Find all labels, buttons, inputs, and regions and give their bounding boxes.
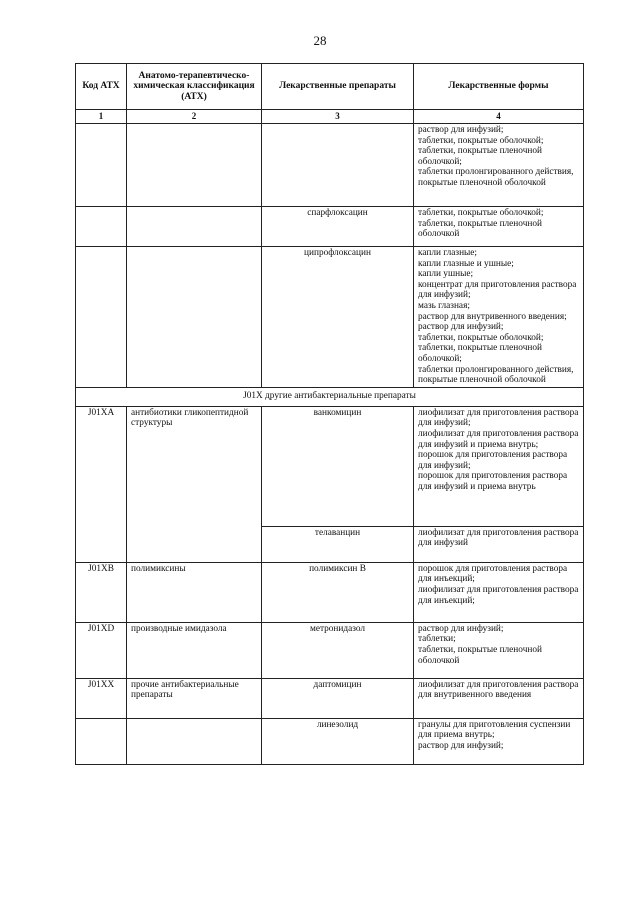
forms-cell xyxy=(414,526,584,562)
form-item: мазь глазная; xyxy=(418,300,470,311)
drug-cell: ванкомицин xyxy=(262,406,414,526)
forms-cell xyxy=(414,207,584,247)
classification-cell xyxy=(127,124,262,207)
form-item: покрытые пленочной оболочкой xyxy=(418,177,546,188)
forms-cell xyxy=(414,406,584,526)
form-item: лиофилизат для приготовления раствора для инфузий xyxy=(418,527,579,549)
column-number: 3 xyxy=(262,110,414,124)
section-row xyxy=(76,387,584,406)
form-item: лиофилизат для приготовления раствора для внутривенного введения xyxy=(418,679,579,701)
forms-cell xyxy=(414,718,584,764)
table-header-row xyxy=(76,64,584,110)
table-row xyxy=(76,718,584,764)
page-number: 28 xyxy=(313,33,327,48)
column-number: 2 xyxy=(127,110,262,124)
drug-table xyxy=(75,63,584,765)
header-forms: Лекарственные формы xyxy=(414,64,584,110)
form-item: лиофилизат для приготовления раствора для инъекций; xyxy=(418,584,579,606)
classification-cell xyxy=(127,207,262,247)
column-number: 4 xyxy=(414,110,584,124)
table-row xyxy=(76,207,584,247)
form-item: таблетки пролонгированного действия, покрытые пленочной оболочкой xyxy=(418,364,574,386)
drug-cell: линезолид xyxy=(262,718,414,764)
drug-cell xyxy=(262,124,414,207)
code-cell: J01XB xyxy=(76,562,127,622)
header-drugs: Лекарственные препараты xyxy=(262,64,414,110)
form-item: концентрат для приготовления раствора для инфузий; xyxy=(418,279,577,301)
header-classification: Анатомо-терапевтическо-химическая классификация (АТХ) xyxy=(127,64,262,110)
table-row xyxy=(76,678,584,718)
form-item: порошок для приготовления раствора для инъекций; xyxy=(418,563,568,585)
forms-cell xyxy=(414,678,584,718)
form-item: таблетки, покрытые пленочной оболочкой; xyxy=(418,146,542,167)
drug-cell: метронидазол xyxy=(262,622,414,678)
form-item: капли глазные; xyxy=(418,248,478,258)
form-item: таблетки, покрытые пленочной оболочкой xyxy=(418,644,542,666)
header-code: Код АТХ xyxy=(76,64,127,110)
classification-cell: производные имидазола xyxy=(127,622,262,678)
code-cell: J01XA xyxy=(76,406,127,562)
form-item: раствор для инфузий; xyxy=(418,322,504,333)
drug-cell: спарфлоксацин xyxy=(262,207,414,247)
forms-cell xyxy=(414,562,584,622)
classification-cell xyxy=(127,718,262,764)
drug-cell: ципрофлоксацин xyxy=(262,247,414,388)
drug-cell: телаванцин xyxy=(262,526,414,562)
form-item: порошок для приготовления раствора для инфузий и приема внутрь xyxy=(418,471,568,492)
form-item: раствор для внутривенного введения; xyxy=(418,311,567,322)
form-item: капли ушные; xyxy=(418,269,474,280)
forms-cell xyxy=(414,247,584,388)
table-row xyxy=(76,124,584,207)
code-cell xyxy=(76,207,127,247)
form-item: раствор для инфузий; xyxy=(418,740,504,751)
drug-cell: даптомицин xyxy=(262,678,414,718)
table-row xyxy=(76,622,584,678)
form-item: раствор для инфузий; xyxy=(418,623,504,634)
table-row xyxy=(76,247,584,388)
form-item: раствор для инфузий; xyxy=(418,125,504,135)
column-number-row xyxy=(76,110,584,124)
form-item: таблетки, покрытые оболочкой; xyxy=(418,208,544,218)
table-row xyxy=(76,406,584,526)
forms-cell xyxy=(414,622,584,678)
form-item: таблетки, покрытые оболочкой; xyxy=(418,135,544,146)
classification-cell: антибиотики гликопептидной структуры xyxy=(127,406,262,562)
classification-cell: прочие антибактериальные препараты xyxy=(127,678,262,718)
form-item: таблетки пролонгированного действия, xyxy=(418,167,574,178)
forms-cell xyxy=(414,124,584,207)
form-item: таблетки, покрытые оболочкой; xyxy=(418,332,544,343)
form-item: таблетки, покрытые пленочной оболочкой; xyxy=(418,343,542,364)
form-item: лиофилизат для приготовления раствора для инфузий; xyxy=(418,407,579,429)
classification-cell xyxy=(127,247,262,388)
table-row xyxy=(76,562,584,622)
drug-cell: полимиксин В xyxy=(262,562,414,622)
form-item: таблетки; xyxy=(418,634,456,645)
code-cell xyxy=(76,124,127,207)
section-title: J01X другие антибактериальные препараты xyxy=(76,387,584,406)
form-item: капли глазные и ушные; xyxy=(418,258,514,269)
code-cell xyxy=(76,718,127,764)
code-cell: J01XX xyxy=(76,678,127,718)
classification-cell: полимиксины xyxy=(127,562,262,622)
form-item: таблетки, покрытые пленочной оболочкой xyxy=(418,218,542,240)
code-cell: J01XD xyxy=(76,622,127,678)
form-item: лиофилизат для приготовления раствора для инфузий и приема внутрь; xyxy=(418,428,579,450)
form-item: порошок для приготовления раствора для инфузий; xyxy=(418,450,568,471)
column-number: 1 xyxy=(76,110,127,124)
form-item: гранулы для приготовления суспензии для приема внутрь; xyxy=(418,719,571,741)
code-cell xyxy=(76,247,127,388)
